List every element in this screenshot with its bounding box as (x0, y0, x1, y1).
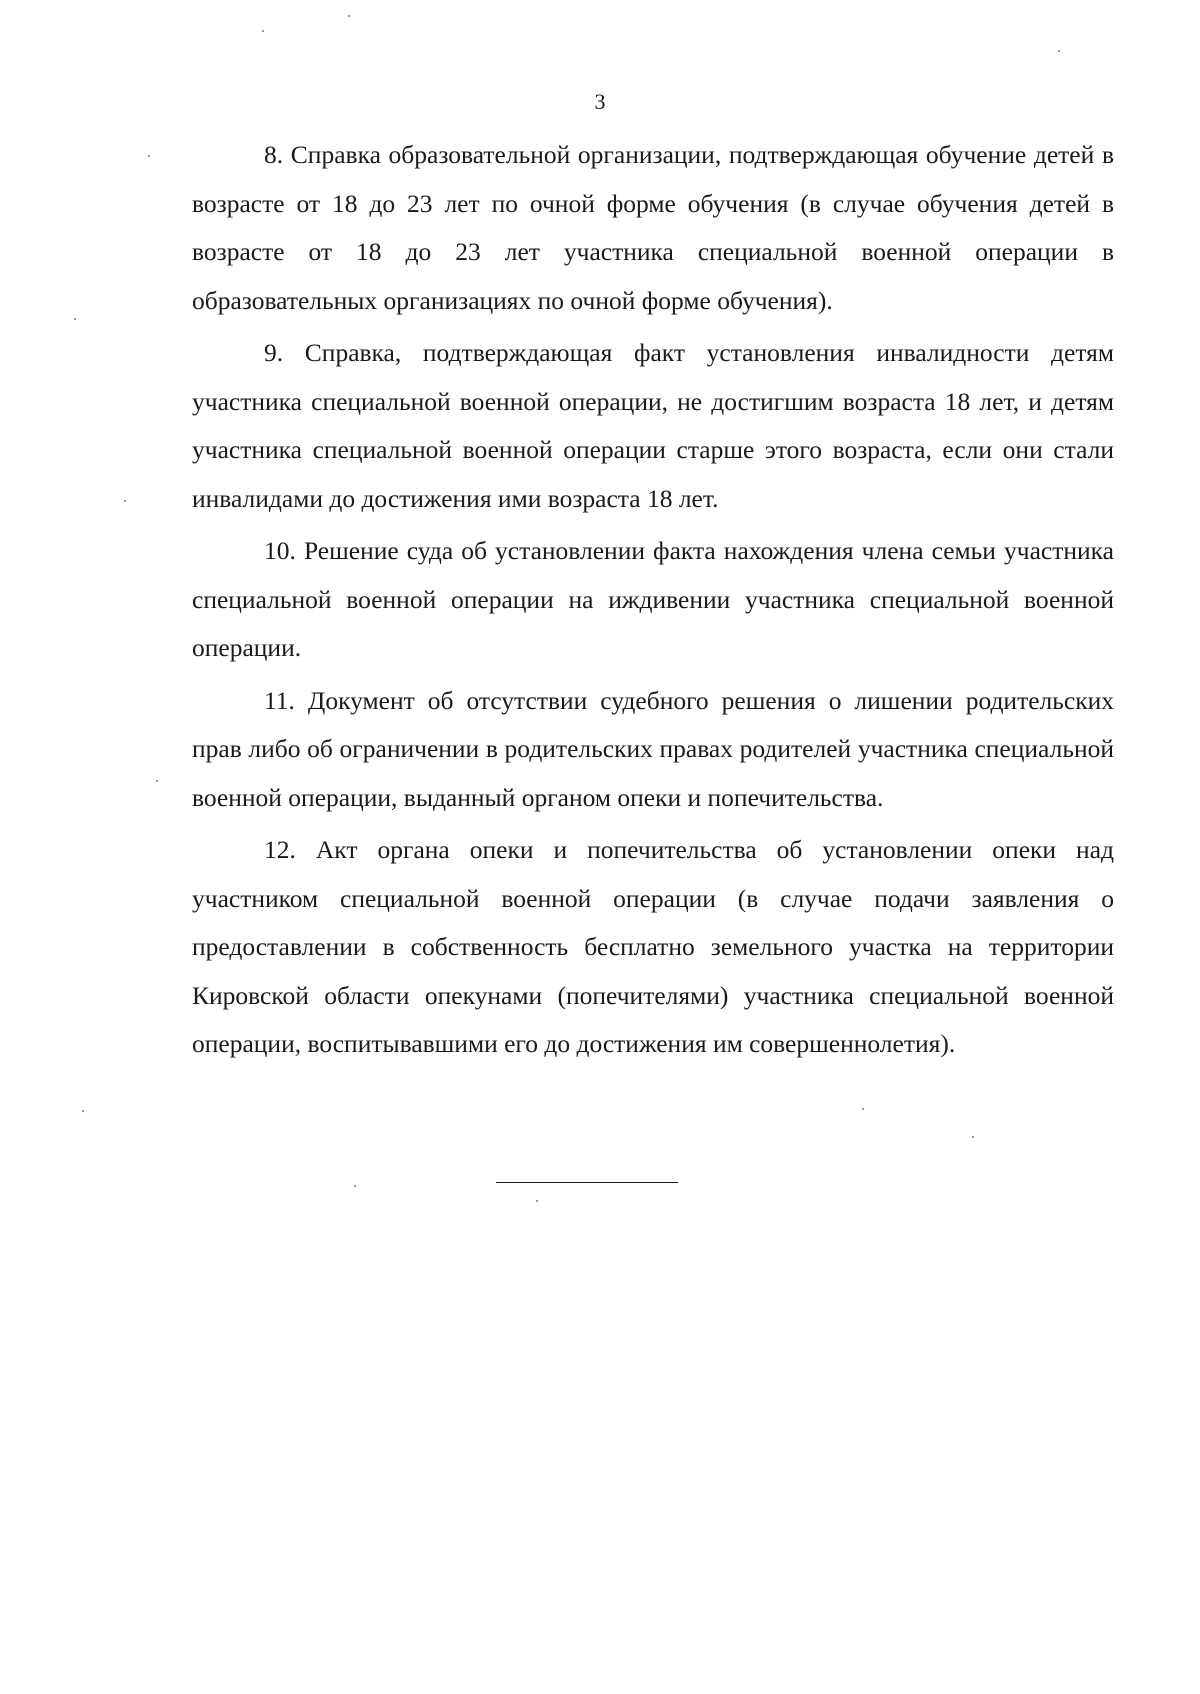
scan-speck (148, 155, 150, 157)
scan-speck (124, 500, 126, 502)
scan-speck (262, 30, 264, 32)
paragraph-item-9: 9. Справка, подтверждающая факт установления инвалидности детям участника специальной военной операции, не достигшим возраста 18 лет, и детям участника специальной военной операции старше этого возраста, если они стали инвалидами до достижения ими возраста 18 лет. (192, 338, 1114, 513)
page-number: 3 (594, 89, 606, 114)
scan-speck (348, 15, 350, 17)
scan-speck (972, 1136, 974, 1138)
scan-speck (354, 1185, 356, 1187)
document-body (192, 131, 1114, 1073)
paragraph-item-11: 11. Документ об отсутствии судебного решения о лишении родительских прав либо об ограничении в родительских правах родителей участника специальной военной операции, выданный органом опеки и попечительства. (192, 685, 1114, 812)
scan-speck (156, 780, 158, 782)
paragraph-item-8: 8. Справка образовательной организации, подтверждающая обучение детей в возрасте от 18 до 23 лет по очной форме обучения (в случае обучения детей в возрасте от 18 до 23 лет участника специальной военной операции в образовательных организациях по очной форме обучения). (192, 140, 1114, 315)
scan-speck (1058, 50, 1060, 52)
end-of-document-rule (496, 1182, 678, 1183)
scan-speck (536, 1200, 538, 1202)
scan-speck (862, 1108, 864, 1110)
scan-speck (74, 318, 76, 320)
paragraph-item-10: 10. Решение суда об установлении факта нахождения члена семьи участника специальной военной операции на иждивении участника специальной военной операции. (192, 536, 1114, 662)
paragraph-item-12: 12. Акт органа опеки и попечительства об установлении опеки над участником специальной военной операции (в случае подачи заявления о предоставлении в собственность бесплатно земельного участка на территории Кировской области опекунами (попечителями) участника специальной военной операции, воспитывавшими его до достижения им совершеннолетия). (192, 835, 1114, 1058)
scan-speck (82, 1110, 84, 1112)
